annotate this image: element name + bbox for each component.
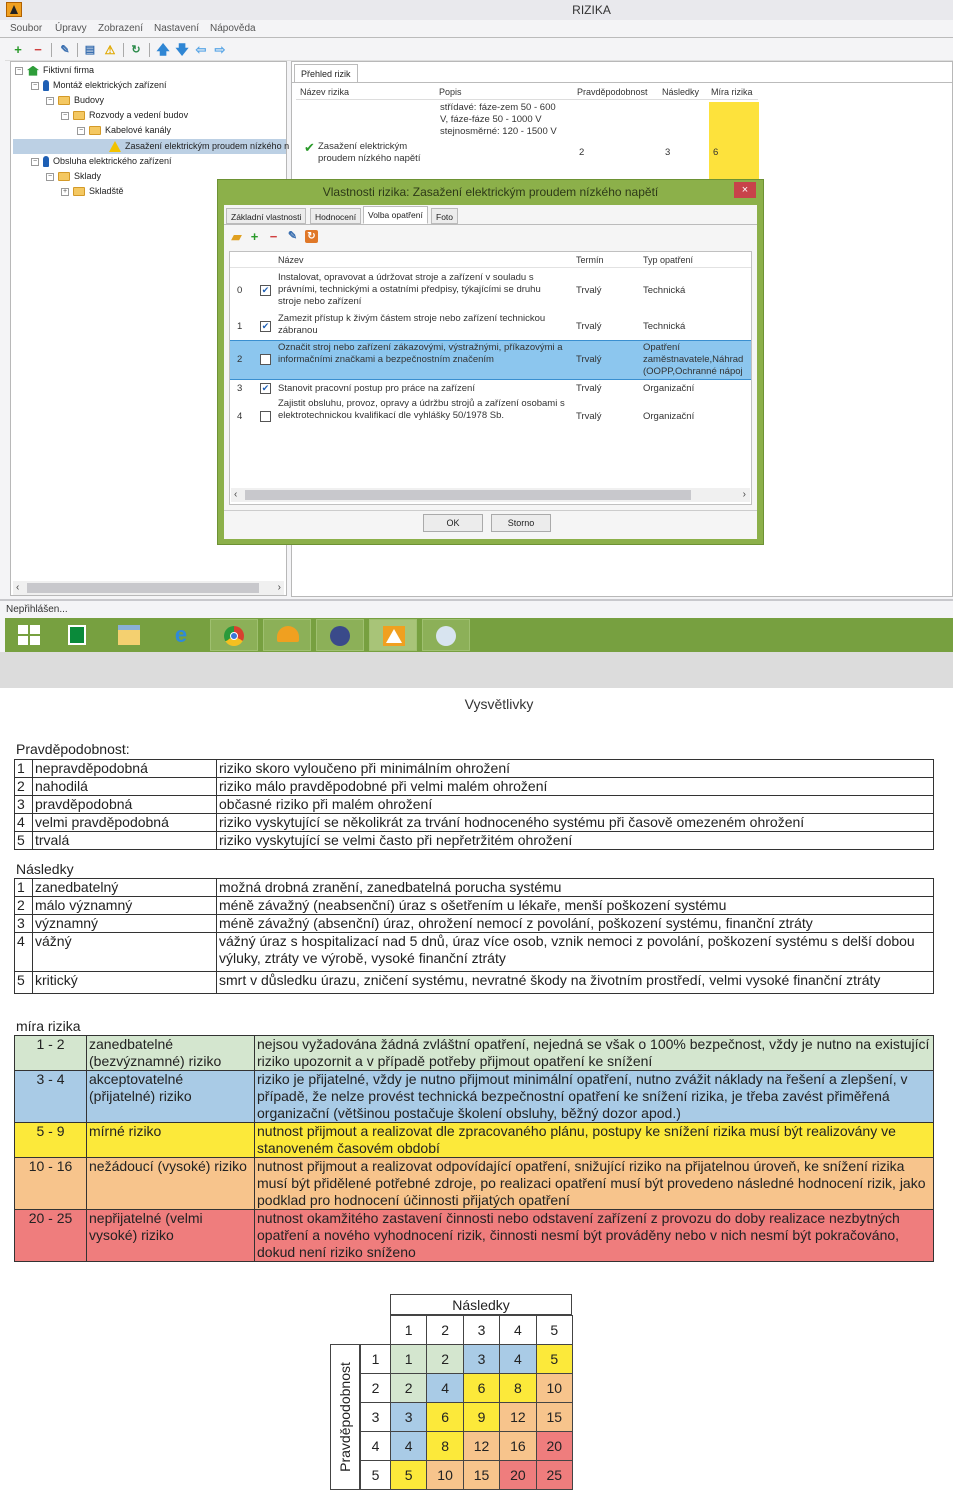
level-number: 3	[15, 796, 33, 814]
tree-node-folder[interactable]	[77, 123, 171, 138]
file-explorer-icon[interactable]	[105, 619, 153, 651]
measure-name: Instalovat, opravovat a údržovat stroje a zařízení v souladu s právními, technickými a ostatními předpisy, týkajícími se druhu stroje nebo zařízení	[278, 272, 541, 307]
measure-term: Trvalý	[576, 285, 602, 296]
taskbar	[5, 618, 953, 652]
matrix-cell: 1	[390, 1344, 427, 1374]
app-icon[interactable]	[316, 619, 364, 651]
dialog-body	[224, 205, 757, 539]
tree-node-company[interactable]	[15, 63, 94, 78]
risk-level-description: nejsou vyžadována žádná zvláštní opatření, nejedná se však o 100% bezpečnost, vždy je nutno na existující riziko upozornit a v případě potřeby přijmout opatření ke snížení	[255, 1036, 934, 1071]
measure-type: Technická	[643, 321, 686, 332]
collapse-icon[interactable]: −	[47, 96, 53, 104]
arrow-left-icon[interactable]: ⇦	[195, 42, 207, 57]
matrix-cell: 2	[390, 1373, 427, 1403]
tree-node-folder[interactable]	[61, 108, 188, 123]
level-number: 2	[15, 897, 33, 915]
matrix-row-title	[330, 1344, 360, 1490]
measure-term: Trvalý	[576, 411, 602, 422]
add-icon[interactable]: +	[250, 229, 259, 244]
description-line: stejnosměrné: 120 - 1500 V	[440, 126, 557, 137]
column-header-risk-rate[interactable]: Míra rizika	[711, 87, 753, 97]
legend-row	[15, 879, 934, 897]
risk-level-name: nepřijatelné (velmi vysoké) riziko	[87, 1210, 255, 1262]
menu-bar	[0, 20, 953, 38]
risk-properties-dialog	[217, 179, 764, 545]
row-index: 0	[237, 285, 243, 296]
measure-checkbox-checked[interactable]: ✔	[261, 321, 270, 331]
matrix-cell: 4	[499, 1344, 536, 1374]
measure-row[interactable]	[230, 272, 751, 311]
risk-name-line: Zasažení elektrickým	[318, 141, 408, 152]
matrix-cell: 20	[499, 1460, 536, 1490]
matrix-cell: 15	[536, 1402, 573, 1432]
level-name: významný	[33, 915, 217, 933]
status-bar: Nepřihlášen...	[6, 604, 68, 615]
matrix-column-header: 2	[426, 1315, 463, 1345]
folder-icon	[58, 172, 70, 181]
application-window	[0, 0, 953, 688]
row-index: 3	[237, 383, 243, 394]
windows-start-icon[interactable]	[5, 619, 53, 651]
row-index: 1	[237, 321, 243, 332]
risk-rate-row	[15, 1210, 934, 1262]
risk-rate-row	[15, 1036, 934, 1071]
column-header-name[interactable]: Název	[278, 255, 304, 265]
ok-button[interactable]: OK	[423, 514, 483, 532]
person-icon	[43, 156, 49, 167]
measures-grid-header	[230, 252, 751, 268]
risk-level-description: nutnost přijmout a realizovat dle zpracovaného plánu, postupy ke snížení rizika musí být realizovány ve stanoveném časovém období	[255, 1123, 934, 1158]
collapse-icon[interactable]: −	[32, 81, 38, 89]
scroll-left-icon[interactable]: ‹	[234, 489, 238, 500]
level-description: riziko vyskytující se několikrát za trvání hodnoceného systému při časově omezeném ohrožení	[217, 814, 934, 832]
scrollbar-thumb[interactable]	[245, 490, 691, 500]
legend-document	[0, 688, 953, 1500]
level-name: velmi pravděpodobná	[33, 814, 217, 832]
checkmark-icon: ✔	[304, 140, 315, 155]
matrix-row-header: 5	[360, 1460, 391, 1490]
level-number: 5	[15, 832, 33, 850]
level-name: kritický	[33, 972, 217, 994]
level-name: pravděpodobná	[33, 796, 217, 814]
legend-row	[15, 796, 934, 814]
level-name: vážný	[33, 933, 217, 972]
risk-description-cell	[440, 102, 557, 138]
level-name: nepravděpodobná	[33, 760, 217, 778]
measures-horizontal-scrollbar[interactable]	[231, 488, 750, 502]
person-icon	[43, 80, 49, 91]
level-description: občasné riziko při malém ohrožení	[217, 796, 934, 814]
arrow-right-icon[interactable]: ⇨	[214, 42, 226, 57]
matrix-column-header: 4	[499, 1315, 536, 1345]
folder-icon	[89, 126, 101, 135]
warning-icon	[109, 141, 121, 152]
tree-node-label: Montáž elektrických zařízení	[53, 80, 167, 90]
toolbar-separator	[77, 43, 78, 57]
matrix-cell: 6	[426, 1402, 463, 1432]
measure-type: Organizační	[643, 411, 695, 422]
level-number: 4	[15, 933, 33, 972]
risk-name-line: proudem nízkého napětí	[318, 153, 421, 164]
measure-row[interactable]	[230, 398, 751, 437]
matrix-cell: 3	[390, 1402, 427, 1432]
menu-soubor[interactable]: Soubor	[10, 23, 43, 34]
matrix-cell: 5	[390, 1460, 427, 1490]
legend-row	[15, 915, 934, 933]
scroll-left-icon[interactable]: ‹	[16, 582, 20, 593]
collapse-icon[interactable]: −	[16, 66, 22, 74]
matrix-cell: 5	[536, 1344, 573, 1374]
matrix-cell: 20	[536, 1431, 573, 1461]
tree-node-label: Fiktivní firma	[43, 65, 95, 75]
tree-node-folder[interactable]	[46, 169, 101, 184]
level-name: nahodilá	[33, 778, 217, 796]
desktop-background	[0, 652, 953, 688]
tree-node-department[interactable]	[31, 78, 167, 93]
level-number: 5	[15, 972, 33, 994]
matrix-cell: 16	[499, 1431, 536, 1461]
tab-risk-overview[interactable]: Přehled rizik	[294, 64, 358, 82]
level-number: 3	[15, 915, 33, 933]
measure-term: Trvalý	[576, 321, 602, 332]
matrix-cell: 8	[426, 1431, 463, 1461]
dialog-divider	[224, 510, 757, 511]
menu-zobrazeni[interactable]: Zobrazení	[98, 23, 144, 34]
level-number: 4	[15, 814, 33, 832]
chrome-icon[interactable]	[210, 619, 258, 651]
add-from-folder-icon[interactable]: ▰	[231, 229, 242, 244]
risk-level-description: riziko je přijatelné, vždy je nutno přijmout minimální opatření, nutno zvážit náklady na řešení a zlepšení, v případě, že nelze provést technická bezpečnostní opatření ke snížení rizika, je třeba zavést přiměřená organizační (většinou postačuje školení obsluhy, běžný dozor apod.)	[255, 1071, 934, 1123]
measure-checkbox-checked[interactable]: ✔	[261, 383, 270, 393]
risk-rate-row	[15, 1071, 934, 1123]
level-number: 2	[15, 778, 33, 796]
measure-term: Trvalý	[576, 383, 602, 394]
refresh-icon[interactable]: ↻	[131, 44, 141, 56]
expand-icon[interactable]: +	[62, 187, 68, 195]
matrix-row-header: 1	[360, 1344, 391, 1374]
matrix-cell: 4	[426, 1373, 463, 1403]
tree-node-label: Obsluha elektrického zařízení	[53, 156, 172, 166]
description-line: střídavé: fáze-zem 50 - 600	[440, 102, 556, 113]
warning-icon[interactable]: ⚠	[104, 43, 116, 57]
level-name: trvalá	[33, 832, 217, 850]
collapse-icon[interactable]: −	[47, 172, 53, 180]
scroll-right-icon[interactable]: ›	[742, 489, 746, 500]
consequences-section-label: Následky	[16, 861, 74, 877]
legend-row	[15, 897, 934, 915]
measure-name: Zamezit přístup k živým částem stroje nebo zařízení technickou zábranou	[278, 313, 546, 336]
arrow-up-icon[interactable]: 🡅	[156, 42, 170, 57]
scrollbar-thumb[interactable]	[27, 583, 259, 593]
risk-level-description: nutnost okamžitého zastavení činnosti nebo odstavení zařízení z provozu do doby realizace nezbytných opatření a nového vyhodnocení rizik, činnosti nesmí být prováděny nebo v nich nesmí být pokračováno, dokud není riziko sníženo	[255, 1210, 934, 1262]
measure-row-selected[interactable]	[230, 340, 751, 380]
menu-nastaveni[interactable]: Nastavení	[154, 23, 200, 34]
risk-rate-row	[15, 1158, 934, 1210]
measure-type-line: (OOPP,Ochranné nápoj	[643, 366, 743, 377]
risk-range: 20 - 25	[15, 1210, 87, 1262]
level-description: riziko vyskytující se velmi často při nepřetržitém ohrožení	[217, 832, 934, 850]
measure-type-line: zaměstnavatele,Náhrad	[643, 354, 744, 365]
toolbar-separator	[51, 43, 52, 57]
legend-row	[15, 778, 934, 796]
matrix-column-header: 1	[390, 1315, 427, 1345]
level-number: 1	[15, 760, 33, 778]
tab-measures[interactable]: Volba opatření	[363, 206, 428, 224]
tree-node-label: Skladště	[89, 186, 124, 196]
close-button[interactable]: ×	[734, 182, 756, 198]
matrix-cell: 3	[463, 1344, 500, 1374]
toolbar-separator	[149, 43, 150, 57]
measure-type: Organizační	[643, 383, 695, 394]
matrix-row-header: 3	[360, 1402, 391, 1432]
level-description: méně závažný (neabsenční) úraz s ošetřením u lékaře, menší poškození systému	[217, 897, 934, 915]
measure-type	[643, 342, 751, 378]
level-description: riziko málo pravděpodobné při velmi malém ohrožení	[217, 778, 934, 796]
internet-explorer-icon[interactable]: e	[174, 622, 188, 647]
level-description: riziko skoro vyloučeno při minimálním ohrožení	[217, 760, 934, 778]
add-icon[interactable]: +	[14, 42, 22, 57]
toolbar-separator	[123, 43, 124, 57]
level-description: možná drobná zranění, zanedbatelná porucha systému	[217, 879, 934, 897]
legend-row	[15, 832, 934, 850]
window-title: RIZIKA	[572, 3, 611, 17]
level-number: 1	[15, 879, 33, 897]
tree-node-risk-selected[interactable]	[13, 139, 290, 154]
matrix-cell: 12	[499, 1402, 536, 1432]
refresh-icon[interactable]: ↻	[305, 230, 318, 243]
safety-helmet-icon[interactable]	[263, 619, 311, 651]
column-header-consequences[interactable]: Následky	[662, 87, 700, 97]
risk-rate-section-label: míra rizika	[16, 1018, 81, 1034]
legend-row	[15, 760, 934, 778]
probability-value: 2	[579, 147, 585, 158]
row-index: 2	[237, 354, 243, 365]
tab-photo[interactable]: Foto	[431, 208, 458, 224]
measure-type-line: Opatření	[643, 342, 680, 353]
consequences-value: 3	[665, 147, 671, 158]
description-line: V, fáze-fáze 50 - 1000 V	[440, 114, 542, 125]
tree-node-folder[interactable]	[61, 184, 124, 199]
measure-row[interactable]	[230, 313, 751, 339]
tree-node-label: Rozvody a vedení budov	[89, 110, 189, 120]
legend-row	[15, 972, 934, 994]
remove-icon[interactable]: −	[269, 229, 278, 244]
matrix-cell: 4	[390, 1431, 427, 1461]
title-bar	[0, 0, 953, 20]
level-name: málo významný	[33, 897, 217, 915]
tree-node-label: Kabelové kanály	[105, 125, 172, 135]
risk-rate-row	[15, 1123, 934, 1158]
measure-checkbox-unchecked[interactable]	[260, 354, 271, 365]
level-description: méně závažný (absenční) úraz, ohrožení nemocí z povolání, poškození systému, finanční ztráty	[217, 915, 934, 933]
risk-rate-value: 6	[713, 147, 719, 158]
store-icon[interactable]	[53, 619, 101, 651]
collapse-icon[interactable]: −	[62, 111, 68, 119]
remove-icon[interactable]: −	[34, 42, 42, 57]
row-index: 4	[237, 411, 243, 422]
edit-icon[interactable]: ✎	[60, 44, 70, 56]
risk-level-description: nutnost přijmout a realizovat odpovídající opatření, snižující riziko na přijatelnou úroveň, ke snížení rizika musí být přidělené potřebné zdroje, po realizaci opatření musí být provedeno následné hodnocení rizik, jako podklad pro hodnocení účinnosti přijatých opatření	[255, 1158, 934, 1210]
legend-row	[15, 933, 934, 972]
matrix-cell: 10	[536, 1373, 573, 1403]
tree-node-folder[interactable]	[46, 93, 104, 108]
matrix-cell: 10	[426, 1460, 463, 1490]
matrix-cell: 8	[499, 1373, 536, 1403]
matrix-column-header: 3	[463, 1315, 500, 1345]
risk-level-name: nežádoucí (vysoké) riziko	[87, 1158, 255, 1210]
folder-icon	[58, 96, 70, 105]
arrow-down-icon[interactable]: 🡇	[175, 42, 189, 57]
risk-level-name: akceptovatelné (přijatelné) riziko	[87, 1071, 255, 1123]
cancel-button[interactable]: Storno	[491, 514, 551, 532]
risk-rate-cell	[709, 102, 759, 182]
column-header-term[interactable]: Termín	[576, 255, 604, 265]
measure-checkbox-unchecked[interactable]	[260, 411, 271, 422]
risk-level-name: mírné riziko	[87, 1123, 255, 1158]
risk-level-name: zanedbatelné (bezvýznamné) riziko	[87, 1036, 255, 1071]
tree-node-label: Zasažení elektrickým proudem nízkého n	[125, 141, 290, 151]
house-icon	[27, 66, 39, 76]
folder-icon	[73, 111, 85, 120]
matrix-row-title-text: Pravděpodobnost	[337, 1362, 353, 1472]
status-divider	[0, 599, 953, 601]
level-description: smrt v důsledku úrazu, zničení systému, nevratné škody na životním prostředí, velmi vysoké finanční ztráty	[217, 972, 934, 994]
measure-name: Zajistit obsluhu, provoz, opravy a údržbu strojů a zařízení osobami s elektrotechnickou kvalifikací dle vyhlášky 50/1978 Sb.	[278, 398, 565, 421]
dialog-title: Vlastnosti rizika: Zasažení elektrickým proudem nízkého napětí	[322, 185, 659, 199]
column-header-name[interactable]: Název rizika	[300, 87, 350, 97]
risk-range: 1 - 2	[15, 1036, 87, 1071]
overview-grid-header	[296, 84, 758, 100]
measure-row[interactable]	[230, 383, 751, 397]
matrix-cell: 12	[463, 1431, 500, 1461]
matrix-row-header: 2	[360, 1373, 391, 1403]
folder-icon	[73, 187, 85, 196]
risk-range: 10 - 16	[15, 1158, 87, 1210]
tree-horizontal-scrollbar[interactable]	[13, 581, 284, 595]
risk-range: 3 - 4	[15, 1071, 87, 1123]
menu-upravy[interactable]: Úpravy	[55, 23, 87, 34]
measure-name: Označit stroj nebo zařízení zákazovými, výstražnými, příkazovými a informačními značkami a bezpečnostním značením	[278, 342, 563, 365]
collapse-icon[interactable]: −	[78, 126, 84, 134]
rizika-app-icon[interactable]	[369, 619, 417, 651]
legend-title: Vysvětlivky	[464, 696, 534, 712]
matrix-cell: 15	[463, 1460, 500, 1490]
probability-section-label: Pravděpodobnost:	[16, 741, 130, 757]
matrix-row-header: 4	[360, 1431, 391, 1461]
measure-checkbox-checked[interactable]: ✔	[261, 285, 270, 295]
probability-table	[14, 759, 934, 850]
tab-divider	[224, 224, 757, 225]
risk-rate-table	[14, 1035, 934, 1262]
level-name: zanedbatelný	[33, 879, 217, 897]
edit-icon[interactable]: ✎	[287, 230, 298, 242]
column-header-description[interactable]: Popis	[439, 87, 462, 97]
matrix-cell: 6	[463, 1373, 500, 1403]
legend-row	[15, 814, 934, 832]
matrix-cell: 2	[426, 1344, 463, 1374]
tree-node-label: Budovy	[74, 95, 105, 105]
measure-name: Stanovit pracovní postup pro práce na zařízení	[278, 383, 475, 394]
measure-type: Technická	[643, 285, 686, 296]
column-header-type[interactable]: Typ opatření	[643, 255, 694, 265]
risk-range: 5 - 9	[15, 1123, 87, 1158]
collapse-icon[interactable]: −	[32, 157, 38, 165]
main-toolbar	[5, 39, 953, 61]
tree-node-department[interactable]	[31, 154, 172, 169]
matrix-column-header: 5	[536, 1315, 573, 1345]
measures-grid	[229, 251, 752, 505]
consequences-table	[14, 878, 934, 994]
matrix-cell: 25	[536, 1460, 573, 1490]
level-description: vážný úraz s hospitalizací nad 5 dnů, úraz více osob, vznik nemoci z povolání, poškození systému s delší dobou výluky, ztráty ve výrobě, vysoké finanční ztráty	[217, 933, 934, 972]
matrix-column-title: Následky	[390, 1294, 572, 1315]
report-icon[interactable]: ▤	[84, 44, 96, 56]
scroll-right-icon[interactable]: ›	[277, 582, 281, 593]
tab-divider	[292, 82, 952, 83]
tab-basic-properties[interactable]: Základní vlastnosti	[226, 208, 306, 224]
tab-evaluation[interactable]: Hodnocení	[310, 208, 361, 224]
paint-icon[interactable]	[422, 619, 470, 651]
risk-name-cell[interactable]	[318, 141, 420, 165]
measure-term: Trvalý	[576, 354, 602, 365]
matrix-cell: 9	[463, 1402, 500, 1432]
tree-node-label: Sklady	[74, 171, 102, 181]
column-header-probability[interactable]: Pravděpodobnost	[577, 87, 648, 97]
menu-napoveda[interactable]: Nápověda	[210, 23, 256, 34]
